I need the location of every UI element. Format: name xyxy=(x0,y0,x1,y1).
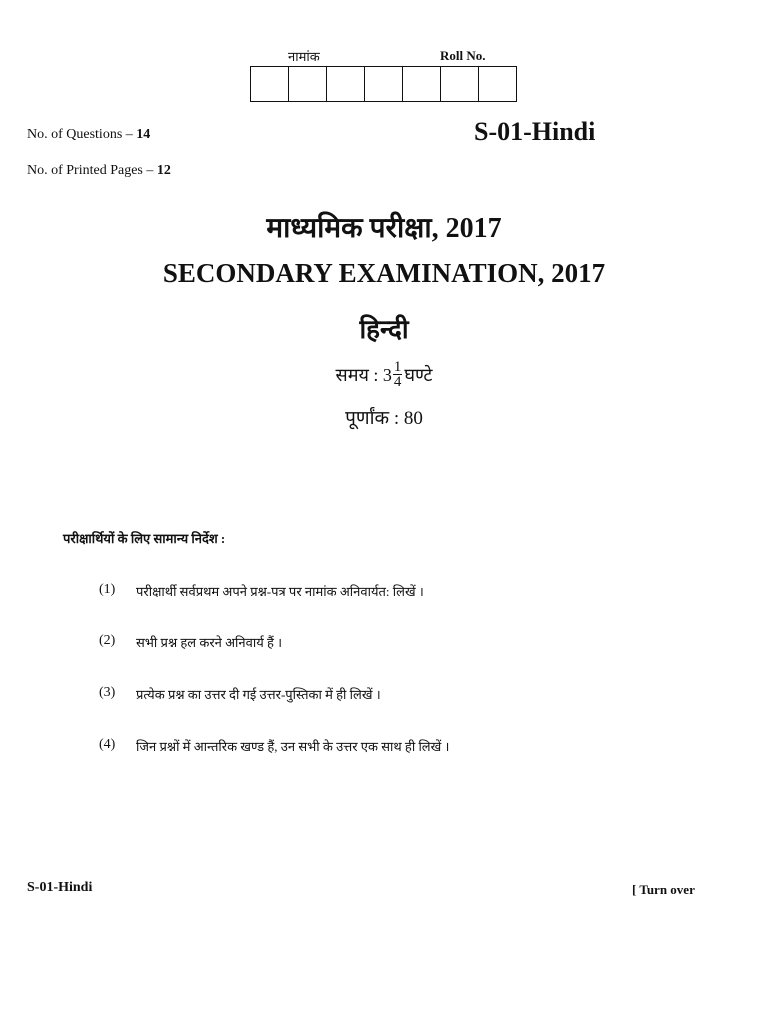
maximum-marks: पूर्णांक : 80 xyxy=(345,408,423,429)
instruction-text: प्रत्येक प्रश्न का उत्तर दी गई उत्तर-पुस्तिका में ही लिखें । xyxy=(136,687,381,702)
instruction-text: सभी प्रश्न हल करने अनिवार्य हैं । xyxy=(136,635,283,650)
roll-number-boxes xyxy=(250,66,517,102)
subject-title: हिन्दी xyxy=(359,315,409,344)
turn-over-note: [ Turn over xyxy=(632,882,695,897)
instruction-item xyxy=(99,685,381,703)
instruction-number: (4) xyxy=(99,737,116,752)
roll-number-box xyxy=(441,67,479,101)
instruction-item xyxy=(99,737,449,755)
time-fraction xyxy=(393,360,403,389)
roll-number-box xyxy=(479,67,517,101)
instruction-item xyxy=(99,633,282,651)
exam-title-hindi: माध्यमिक परीक्षा, 2017 xyxy=(266,213,502,244)
instructions-heading: परीक्षार्थियों के लिए सामान्य निर्देश : xyxy=(63,531,226,546)
roll-number-label-english: Roll No. xyxy=(440,48,486,63)
roll-number-box xyxy=(289,67,327,101)
time-unit: घण्टे xyxy=(404,364,433,385)
instruction-text: परीक्षार्थी सर्वप्रथम अपने प्रश्न-पत्र पर नामांक अनिवार्यत: लिखें । xyxy=(136,584,424,599)
questions-count-value: 14 xyxy=(136,127,151,142)
instruction-number: (2) xyxy=(99,633,116,648)
instruction-number: (3) xyxy=(99,685,116,700)
roll-number-box xyxy=(327,67,365,101)
instruction-number: (1) xyxy=(99,582,116,597)
paper-code: S-01-Hindi xyxy=(474,117,596,146)
roll-number-box xyxy=(251,67,289,101)
instruction-text: जिन प्रश्नों में आन्तरिक खण्ड हैं, उन सभी के उत्तर एक साथ ही लिखें । xyxy=(136,739,450,754)
questions-count-label: No. of Questions – xyxy=(27,127,137,142)
footer-paper-code: S-01-Hindi xyxy=(27,880,93,895)
instruction-item xyxy=(99,582,424,600)
printed-pages-count xyxy=(27,163,171,179)
time-allowed xyxy=(0,360,768,389)
roll-number-label-hindi: नामांक xyxy=(288,49,320,64)
roll-number-box xyxy=(403,67,441,101)
printed-pages-label: No. of Printed Pages – xyxy=(27,163,157,178)
time-label: समय : 3 xyxy=(335,364,392,385)
roll-number-box xyxy=(365,67,403,101)
printed-pages-value: 12 xyxy=(156,163,171,178)
questions-count xyxy=(27,127,150,143)
fraction-denominator: 4 xyxy=(393,374,402,390)
exam-title-english: SECONDARY EXAMINATION, 2017 xyxy=(162,258,606,288)
fraction-numerator: 1 xyxy=(393,359,402,375)
